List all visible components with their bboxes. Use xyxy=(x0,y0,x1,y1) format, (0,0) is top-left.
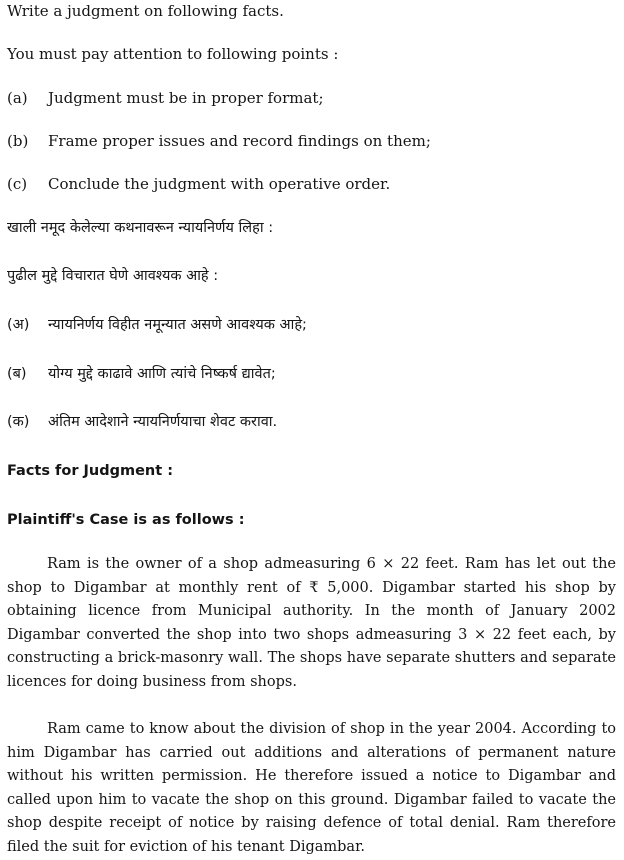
point-item-c xyxy=(7,175,390,193)
plaintiff-heading: Plaintiff's Case is as follows : xyxy=(7,512,245,528)
case-paragraph-1: Ram is the owner of a shop admeasuring 6 × 22 feet. Ram has let out the shop to Digambar at monthly rent of ₹ 5,000. Digambar started his shop by obtaining licence from Municipal authority. In the month of January 2002 Digambar converted the shop into two shops admeasuring 3 × 22 feet each, by constructing a brick-masonry wall. The shops have separate shutters and separate licences for doing business from shops. xyxy=(7,556,616,690)
marathi-point-text: योग्य मुद्दे काढावे आणि त्यांचे निष्कर्ष द्यावेत; xyxy=(48,366,276,382)
case-paragraph-2: Ram came to know about the division of shop in the year 2004. According to him Digambar has carried out additions and alterations of permanent nature without his written permission. He therefore issued a notice to Digambar and called upon him to vacate the shop on this ground. Digambar failed to vacate the shop despite receipt of notice by raising defence of total denial. Ram therefore filed the suit for eviction of his tenant Digambar. xyxy=(7,721,616,855)
point-item-a xyxy=(7,89,324,107)
point-marker: (b) xyxy=(7,132,29,150)
marathi-point-text: न्यायनिर्णय विहीत नमून्यात असणे आवश्यक आहे; xyxy=(48,317,307,333)
marathi-point-marker: (क) xyxy=(7,414,30,430)
point-text: Conclude the judgment with operative order. xyxy=(48,175,391,193)
marathi-point-a xyxy=(7,316,307,334)
marathi-points-intro: पुढील मुद्दे विचारात घेणे आवश्यक आहे : xyxy=(7,268,219,284)
marathi-point-marker: (ब) xyxy=(7,366,27,382)
marathi-point-b xyxy=(7,365,276,383)
point-marker: (a) xyxy=(7,89,28,107)
marathi-point-c xyxy=(7,413,277,431)
marathi-point-marker: (अ) xyxy=(7,317,30,333)
point-text: Judgment must be in proper format; xyxy=(48,89,324,107)
point-text: Frame proper issues and record findings on them; xyxy=(48,132,431,150)
points-intro: You must pay attention to following points : xyxy=(7,45,339,63)
point-item-b xyxy=(7,132,431,150)
facts-heading: Facts for Judgment : xyxy=(7,463,174,479)
marathi-point-text: अंतिम आदेशाने न्यायनिर्णयाचा शेवट करावा. xyxy=(48,414,278,430)
point-marker: (c) xyxy=(7,175,28,193)
instruction-line: Write a judgment on following facts. xyxy=(7,2,284,20)
marathi-instruction: खाली नमूद केलेल्या कथनावरून न्यायनिर्णय लिहा : xyxy=(7,220,274,236)
